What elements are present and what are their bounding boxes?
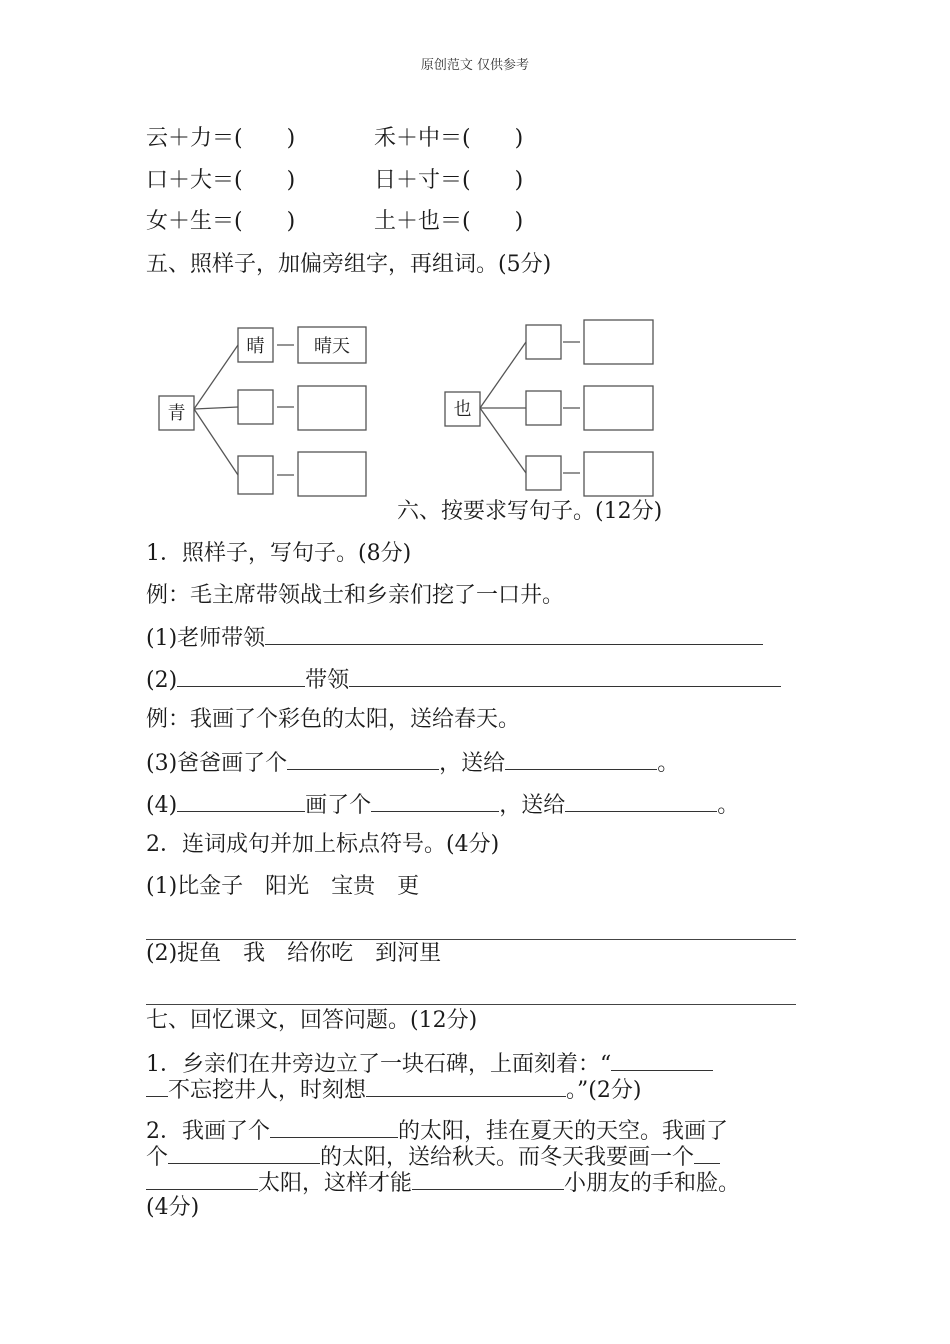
section6-title: 六、按要求写句子。(12分) xyxy=(397,499,663,524)
word-box[interactable] xyxy=(584,320,653,364)
question-line xyxy=(146,1167,740,1199)
section5-title: 五、照样子，加偏旁组字，再组词。(5分) xyxy=(146,252,552,277)
word-list: (2)捉鱼 我 给你吃 到河里 xyxy=(146,941,442,966)
line-text: 小朋友的手和脸。 xyxy=(564,1171,741,1196)
line-text: 1．乡亲们在井旁边立了一块石碑，上面刻着：“ xyxy=(146,1052,612,1077)
char-box[interactable] xyxy=(526,456,561,490)
answer-blank[interactable] xyxy=(565,789,717,812)
combine-item: 禾＋中＝( ) xyxy=(374,126,524,151)
char-box[interactable] xyxy=(238,456,273,494)
section6-q2: 2．连词成句并加上标点符号。(4分) xyxy=(146,832,500,857)
word-list: (1)比金子 阳光 宝贵 更 xyxy=(146,874,420,899)
question-points: (4分) xyxy=(146,1195,200,1220)
question-line xyxy=(146,1074,641,1106)
example-word: 晴天 xyxy=(314,336,350,357)
sentence-line xyxy=(146,747,679,779)
line-text: (1)老师带领 xyxy=(146,626,266,651)
answer-blank[interactable] xyxy=(265,622,763,645)
answer-blank[interactable] xyxy=(287,747,439,770)
answer-blank[interactable] xyxy=(694,1141,720,1164)
line-text: (4) xyxy=(146,793,178,818)
combine-item: 云＋力＝( ) xyxy=(146,126,296,151)
line-text: ，送给 xyxy=(499,793,566,818)
answer-blank[interactable] xyxy=(270,1115,398,1138)
page-header: 原创范文 仅供参考 xyxy=(420,58,530,73)
answer-blank[interactable] xyxy=(611,1048,713,1071)
sentence-line xyxy=(146,622,763,654)
line-text: 。 xyxy=(657,751,680,776)
combine-item: 土＋也＝( ) xyxy=(374,209,524,234)
combine-item: 女＋生＝( ) xyxy=(146,209,296,234)
char-box[interactable] xyxy=(238,390,273,424)
line-text: 的太阳，送给秋天。而冬天我要画一个 xyxy=(320,1145,695,1170)
combine-item: 日＋寸＝( ) xyxy=(374,168,524,193)
answer-blank[interactable] xyxy=(371,789,499,812)
word-box[interactable] xyxy=(584,452,653,496)
answer-blank[interactable] xyxy=(177,664,305,687)
line-text: 带领 xyxy=(305,668,350,693)
word-box[interactable] xyxy=(298,452,366,496)
line-text: 。”(2分) xyxy=(566,1078,642,1103)
combine-item: 口＋大＝( ) xyxy=(146,168,296,193)
char-box[interactable] xyxy=(526,325,561,359)
line-text: 太阳，这样才能 xyxy=(258,1171,413,1196)
char-box[interactable] xyxy=(526,391,561,425)
answer-blank[interactable] xyxy=(146,1167,258,1190)
answer-blank[interactable] xyxy=(168,1141,320,1164)
section6-q1: 1．照样子，写句子。(8分) xyxy=(146,541,412,566)
sentence-line xyxy=(146,789,739,821)
section7-title: 七、回忆课文，回答问题。(12分) xyxy=(146,1008,478,1033)
line-text: 不忘挖井人，时刻想 xyxy=(168,1078,367,1103)
word-box[interactable] xyxy=(298,386,366,430)
line-text: ，送给 xyxy=(439,751,506,776)
line-text: 。 xyxy=(717,793,740,818)
line-text: (3)爸爸画了个 xyxy=(146,751,288,776)
answer-blank[interactable] xyxy=(366,1074,566,1097)
answer-line[interactable] xyxy=(146,1004,796,1005)
word-box[interactable] xyxy=(584,386,653,430)
left-root-char: 青 xyxy=(167,403,186,424)
example-sentence: 例：毛主席带领战士和乡亲们挖了一口井。 xyxy=(146,583,565,608)
line-text: 个 xyxy=(146,1145,169,1170)
answer-blank[interactable] xyxy=(505,747,657,770)
line-text: (2) xyxy=(146,668,178,693)
sentence-line xyxy=(146,664,781,696)
answer-blank[interactable] xyxy=(177,789,305,812)
answer-blank[interactable] xyxy=(349,664,781,687)
line-text: 2．我画了个 xyxy=(146,1119,270,1144)
answer-blank[interactable] xyxy=(146,1074,168,1097)
example-char: 晴 xyxy=(246,336,265,357)
right-root-char: 也 xyxy=(453,399,472,420)
radical-diagram xyxy=(150,315,670,500)
line-text: 的太阳，挂在夏天的天空。我画了 xyxy=(398,1119,729,1144)
line-text: 画了个 xyxy=(305,793,372,818)
example-sentence: 例：我画了个彩色的太阳，送给春天。 xyxy=(146,707,521,732)
answer-blank[interactable] xyxy=(412,1167,564,1190)
